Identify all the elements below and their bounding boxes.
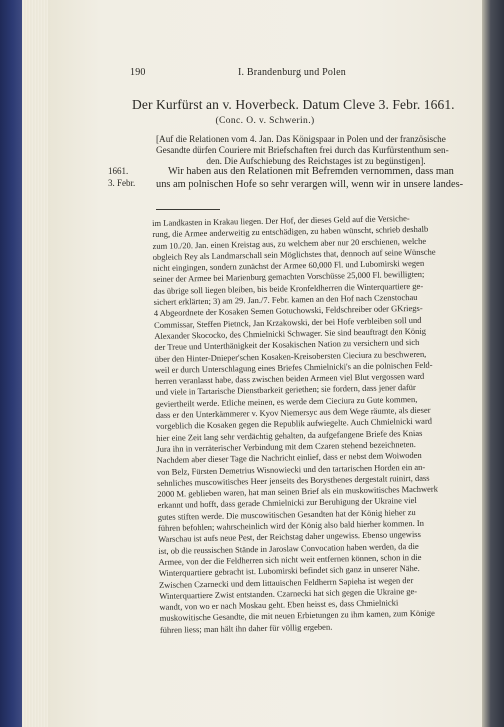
footnote-rule [156,209,220,210]
footnote-line: Winterquartiere Zwist entstanden. Czarnecki hat sich gegen die Ukraine ge- [159,585,418,601]
footnote-line: Jura ihn in verräterischer Verbindung mit dem Czaren stehend bezeichneten. [156,438,416,454]
footnote-line: Alexander Skococko, des Chmielnicki Schwager. Sie sind beauftragt den König [154,325,427,341]
footnote-line: seiner der Armee bei Marienburg gemachten Vorschüsse 25,000 Fl. bewilligten; [153,269,425,285]
footnote-line: Zwischen Czarnecki und dem littauischen Feldherrn Sapieha ist wegen der [158,574,414,590]
footnote-line: Nachdem aber dieser Tage die Nachricht einlief, dass er nebst dem Woiwoden [156,450,422,466]
footnote-line: und viele in Tartarische Dienstbarkeit geriethen; sie fordern, dass jener dafür [155,382,416,398]
footnote-line: der Treue und Unterthänigkeit der Kosakischen Nation zu versichern und sich [154,337,420,353]
body-line: uns am polnischen Hofe so sehr verargen will, wenn wir in unsere landes- [156,179,464,190]
footnote-line: 2000 M. geblieben waren, hat man seinen Brief als ein muskowitisches Machwerk [157,483,439,500]
summary-block [156,134,476,167]
body-line: Wir haben aus den Relationen mit Befremden vernommen, dass man [168,166,454,177]
footnote-line: wandt, von wo er nach Moskau geht. Eben heisst es, dass Chmielnicki [159,597,399,613]
footnote-block [152,212,490,636]
page-edges [22,0,48,727]
letter-subheading: (Conc. O. v. Schwerin.) [215,116,315,126]
footnote-line: nicht eingingen, sondern zunächst der Armee 60,000 Fl. und Lubomirski wegen [152,257,425,274]
footnote-line: führen befohlen; wahrscheinlich wird der König also bald hierher kommen. In [157,517,425,533]
book-cover-left [0,0,22,727]
footnote-line: hier eine Zeit lang sehr verdächtig gehalten, da aufgefangene Briefe des Knias [156,427,423,443]
footnote-line: sichert erklärten; 3) am 29. Jan./7. Febr. kamen an den Hof nach Czenstochau [153,291,418,308]
footnote-line: dass er den Unterkämmerer v. Kyov Niemersyc aus dem Wege räumte, als dieser [155,404,431,421]
footnote-line: Commissar, Steffen Pietnck, Jan Krzakowski, der bei Hofe verbleiben soll und [153,314,422,330]
footnote-line: herren veranlasst habe, dass zwischen beiden Armeen viel Blut vergossen ward [155,370,425,387]
footnote-line: das übrige soll liegen bleiben, bis beide Kronfeldherren die Winterquartiere ge- [153,280,424,296]
book-page [48,0,482,727]
page-number: 190 [130,67,146,78]
body-text [156,165,476,191]
footnote-line: obgleich Rey als Landmarschall sein Möglichstes that, dennoch auf seine Wünsche [152,246,436,262]
footnote-line: 4 Abgeordnete der Kosaken Semen Gotuchowski, Feldschreiber oder GKriegs- [153,303,423,319]
footnote-line: über den Hinter-Dnieper'schen Kosaken-Kreisobersten Cieciura zu beschweren, [154,348,427,364]
footnote-line: weil er durch Unterschlagung eines Briefes Chmielnicki's an die polnischen Feld- [154,359,433,375]
margin-note-date: 3. Febr. [108,178,136,188]
letter-heading: Der Kurfürst an v. Hoverbeck. Datum Cleve 3. Febr. 1661. [132,97,455,112]
footnote-line: im Landkasten in Krakau liegen. Der Hof, der dieses Geld auf die Versiche- [152,213,410,228]
footnote-line: Winterquartiere gebracht ist. Lubomirski befindet sich ganz in unserer Nähe. [158,563,420,579]
summary-line: den. Die Aufschiebung des Reichstages ist zu begünstigen]. [206,156,426,166]
footnote-line: gutes stiften werde. Die muscowitischen Gesandten hat der König hieher zu [157,506,416,522]
footnote-line: Warschau ist aufs neue Pest, der Reichstag daher ungewiss. Ebenso ungewiss [158,529,421,545]
footnote-line: vorgeblich die Kosaken gegen die Republik aufwiegelte. Auch Chmielnicki ward [155,416,433,432]
footnote-line: Armee, von der die Feldherren sich nicht weit entfernen können, schon in die [158,551,422,567]
footnote-line: ist, ob die reussischen Stände in Jaroslaw Convocation haben werden, da die [158,540,419,556]
footnote-line: führen liess; man hält ihn daher für völlig ergeben. [159,621,333,635]
footnote-line: zum 10./20. Jan. einen Kreistag aus, zu welchem aber nur 20 erschienen, welche [152,235,427,251]
margin-note-year: 1661. [108,166,129,176]
book-cover-right [482,0,504,727]
footnote-line: muskowitische Gesandte, die mit neuen Erbietungen zu ihm kamen, zum Könige [159,608,435,624]
running-head [48,67,482,81]
margin-date-note [108,165,153,189]
summary-line: Gesandte dürfen Couriere mit Briefschaften frei durch das Kurfürstenthum sen- [156,145,449,155]
footnote-line: geviertheilt werde. Etliche meinen, es werde dem Cieciura zu Gute kommen, [155,393,418,409]
footnote-line: rung, die Armee anderweitig zu entschädigen, zu haben wünscht, schrieb deshalb [152,223,429,240]
summary-line: [Auf die Relationen vom 4. Jan. Das Königspaar in Polen und der französische [156,134,446,144]
footnote-line: sehnliches muscowitisches Heer jenseits des Borysthenes dergestalt ruinirt, dass [156,472,430,488]
running-title: I. Brandenburg und Polen [238,67,346,78]
footnote-line: erkannt und hofft, dass gerade Chmielnicki zur Beruhigung der Ukraine viel [157,495,417,511]
footnote-line: von Belz, Fürsten Demetrius Wisnowiecki und den tartarischen Horden ein an- [156,461,426,477]
